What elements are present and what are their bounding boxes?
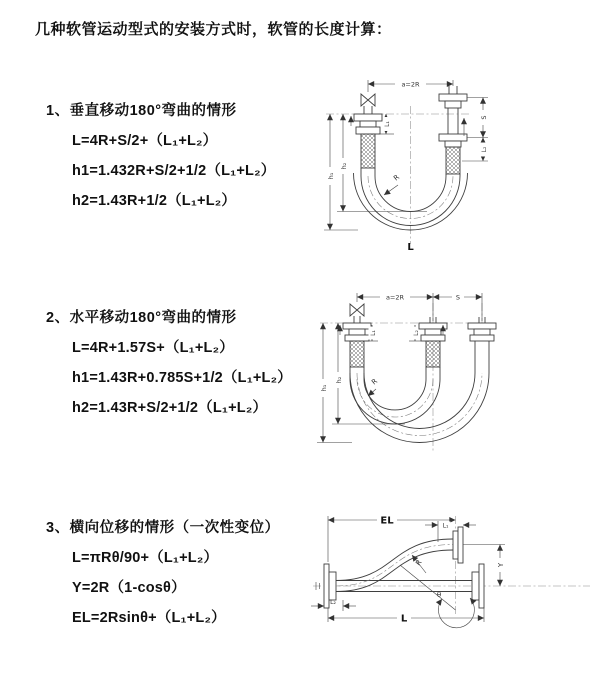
braided-hose [426, 341, 440, 367]
formula-h2: h2=1.43R+S/2+1/2（L₁+L₂） [72, 400, 268, 416]
dim-label-h1: h₁ [320, 384, 328, 392]
flange [324, 564, 329, 608]
flange [439, 94, 467, 101]
flange [458, 527, 463, 563]
dim-label-theta: θ [436, 591, 442, 599]
dim-label-l2: L₂ [330, 599, 336, 606]
radius-label: R [370, 377, 380, 387]
length-label: L [407, 242, 414, 253]
page-title: 几种软管运动型式的安装方式时，软管的长度计算： [35, 21, 392, 38]
dim-label-s: S [455, 293, 461, 302]
diagram-vertical-180-bend [310, 64, 590, 264]
formula-h2: h2=1.43R+1/2（L₁+L₂） [72, 193, 237, 209]
braided-hose [350, 341, 364, 367]
section-horizontal-180 [46, 310, 321, 430]
flange [343, 323, 371, 329]
radius-label: R [414, 558, 424, 568]
valve-icon [357, 304, 364, 316]
radius-label: R [392, 173, 402, 183]
dim-label-l1: L₁ [384, 121, 391, 127]
valve-icon [350, 304, 357, 316]
braided-hose [361, 134, 375, 168]
section-1-heading: 1、垂直移动180°弯曲的情形 [46, 103, 237, 119]
formula-l: L=4R+1.57S+（L₁+L₂） [72, 340, 234, 356]
formula-l: L=4R+S/2+（L₁+L₂） [72, 133, 218, 149]
hose-and-fittings [324, 527, 484, 610]
braided-hose [446, 147, 460, 174]
dim-label-a2r: a=2R [385, 293, 405, 302]
diagram-lateral-displacement [305, 502, 595, 657]
flange [468, 323, 496, 329]
diagram-horizontal-180-bend [310, 283, 590, 458]
dim-label-h1: h₁ [327, 172, 335, 180]
valve-icon [368, 94, 375, 106]
formula-h1: h1=1.43R+0.785S+1/2（L₁+L₂） [72, 370, 292, 386]
flange [354, 114, 382, 121]
dim-label-l2: L₂ [481, 146, 488, 153]
dim-label-y: Y [497, 562, 505, 568]
dim-label-l1: L₁ [442, 522, 449, 530]
flange [439, 134, 467, 141]
section-lateral-displacement [46, 520, 321, 640]
hose-and-fittings [343, 304, 496, 443]
formula-l: L=πRθ/90+（L₁+L₂） [72, 550, 219, 566]
dim-label-el: EL [380, 515, 394, 527]
dim-label-h2: h₂ [335, 376, 343, 384]
length-label: L [400, 613, 408, 625]
formula-y: Y=2R（1-cosθ） [72, 580, 186, 596]
valve-icon [361, 94, 368, 106]
dimension-lines [317, 293, 482, 443]
section-2-heading: 2、水平移动180°弯曲的情形 [46, 310, 237, 326]
flange [479, 564, 484, 608]
dim-label-s: S [480, 115, 488, 120]
section-3-heading: 3、横向位移的情形（一次性变位） [46, 520, 280, 536]
dim-label-l2: L₂ [413, 330, 420, 336]
dim-label-h2: h₂ [340, 162, 348, 170]
section-vertical-180 [46, 103, 321, 223]
dim-label-l1: L₁ [370, 330, 377, 336]
formula-h1: h1=1.432R+S/2+1/2（L₁+L₂） [72, 163, 276, 179]
formula-el: EL=2Rsinθ+（L₁+L₂） [72, 610, 226, 626]
centerlines [313, 516, 590, 614]
dim-label-a2r: a=2R [401, 80, 420, 89]
dimension-lines [324, 80, 488, 254]
